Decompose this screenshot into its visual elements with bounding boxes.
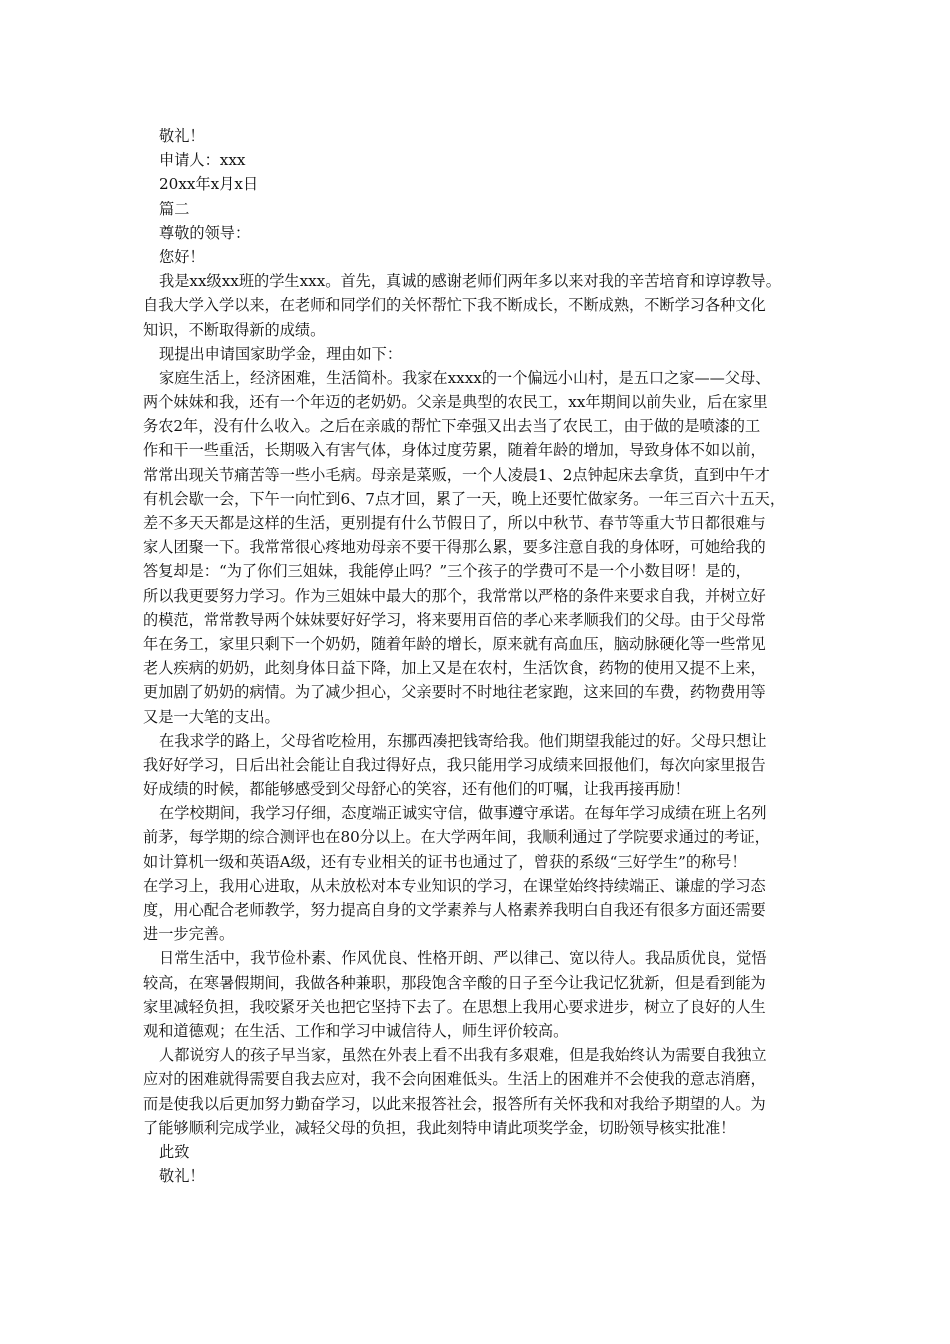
text-line: 年在务工，家里只剩下一个奶奶，随着年龄的增长，原来就有高血压，脑动脉硬化等一些常见 [143, 634, 766, 653]
salutation-closing: 敬礼！ [159, 127, 205, 145]
text-line: 而是使我以后更加努力勤奋学习，以此来报答社会，报答所有关怀我和对我给予期望的人。为 [143, 1094, 766, 1113]
text-line: 两个妹妹和我，还有一个年迈的老奶奶。父亲是典型的农民工，xx年期间以前失业，后在家里 [143, 393, 768, 412]
text-line: 有机会歇一会，下午一向忙到6、7点才回，累了一天，晚上还要忙做家务。一年三百六十五天， [143, 489, 786, 508]
text-line: 进一步完善。 [143, 925, 235, 944]
paragraph-introduction [143, 269, 815, 342]
paragraph-daily-life [143, 946, 815, 1043]
text-line: 在我求学的路上，父母省吃检用，东挪西凑把钱寄给我。他们期望我能过的好。父母只想让 [159, 731, 767, 750]
section-title: 篇二 [159, 199, 190, 218]
text-line: 好成绩的时候，都能够感受到父母舒心的笑容，还有他们的叮嘱，让我再接再励！ [143, 780, 690, 799]
text-line: 我是xx级xx班的学生xxx。首先，真诚的感谢老师们两年多以来对我的辛苦培育和谆谆教导。 [159, 272, 781, 291]
text-line: 所以我更要努力学习。作为三姐妹中最大的那个，我常常以严格的条件来要求自我，并树立好 [143, 586, 766, 605]
text-line: 务农2年，没有什么收入。之后在亲戚的帮忙下牵强又出去当了农民工，由于做的是喷漆的工 [143, 417, 761, 436]
paragraph-reason-intro [143, 342, 815, 366]
text-line: 我好好学习，日后出社会能让自我过得好点，我只能用学习成绩来回报他们，每次向家里报告 [143, 755, 766, 774]
text-line: 前茅，每学期的综合测评也在80分以上。在大学两年间，我顺利通过了学院要求通过的考证， [143, 828, 770, 847]
paragraph-school [143, 801, 815, 946]
closing-salute: 敬礼！ [159, 1167, 205, 1186]
text-line: 差不多天天都是这样的生活，更别提有什么节假日了，所以中秋节、春节等重大节日都很难与 [143, 514, 766, 532]
text-line: 更加剧了奶奶的病情。为了减少担心，父亲要时不时地往老家跑，这来回的车费，药物费用等 [143, 683, 766, 702]
document-body [143, 124, 815, 1188]
text-line: 了能够顺利完成学业，减轻父母的负担，我此刻特申请此项奖学金，切盼领导核实批准！ [143, 1118, 736, 1137]
text-line: 人都说穷人的孩子早当家，虽然在外表上看不出我有多艰难，但是我始终认为需要自我独立 [159, 1046, 767, 1065]
text-line: 应对的困难就得需要自我去应对，我不会向困难低头。生活上的困难并不会使我的意志消磨， [143, 1070, 766, 1089]
text-line: 自我大学入学以来，在老师和同学们的关怀帮忙下我不断成长，不断成熟，不断学习各种文化 [143, 296, 766, 315]
text-line: 家里减轻负担，我咬紧牙关也把它坚持下去了。在思想上我用心要求进步，树立了良好的人生 [143, 997, 766, 1016]
closing-greeting: 此致 [159, 1142, 190, 1161]
text-line: 在学校期间，我学习仔细，态度端正诚实守信，做事遵守承诺。在每年学习成绩在班上名列 [159, 804, 767, 823]
text-line: 的模范，常常教导两个妹妹要好好学习，将来要用百倍的孝心来孝顺我们的父母。由于父母常 [143, 610, 766, 629]
text-line: 日常生活中，我节俭朴素、作风优良、性格开朗、严以律己、宽以待人。我品质优良，觉悟 [159, 949, 767, 968]
text-line: 观和道德观；在生活、工作和学习中诚信待人，师生评价较高。 [143, 1021, 569, 1040]
text-line: 在学习上，我用心进取，从未放松对本专业知识的学习，在课堂始终持续端正、谦虚的学习态 [143, 876, 766, 895]
text-line: 知识，不断取得新的成绩。 [143, 320, 326, 339]
greeting-addressee: 尊敬的领导： [159, 223, 251, 242]
text-line: 如计算机一级和英语A级，还有专业相关的证书也通过了，曾获的系级“三好学生”的称号！ [143, 852, 747, 871]
text-line: 老人疾病的奶奶，此刻身体日益下降，加上又是在农村，生活饮食，药物的使用又提不上来， [143, 659, 766, 678]
applicant-line: 申请人：xxx [159, 151, 246, 170]
text-line: 作和干一些重活，长期吸入有害气体，身体过度劳累，随着年龄的增加，导致身体不如以前， [143, 441, 766, 460]
paragraph-study-road [143, 729, 815, 802]
text-line: 家庭生活上，经济困难，生活简朴。我家在xxxx的一个偏远小山村，是五口之家——父母、 [159, 368, 771, 387]
text-line: 现提出申请国家助学金，理由如下： [159, 344, 402, 363]
date-line: 20xx年x月x日 [159, 175, 259, 194]
text-line: 较高，在寒暑假期间，我做各种兼职，那段饱含辛酸的日子至今让我记忆犹新，但是看到能为 [143, 973, 766, 992]
text-line: 常常出现关节痛苦等一些小毛病。母亲是菜贩，一个人凌晨1、2点钟起床去拿货，直到中午才 [143, 465, 770, 484]
greeting-hello: 您好！ [159, 247, 205, 266]
text-line: 家人团聚一下。我常常很心疼地劝母亲不要干得那么累，要多注意自我的身体呀，可她给我的 [143, 538, 766, 557]
paragraph-family [143, 366, 815, 729]
text-line: 答复却是：“为了你们三姐妹，我能停止吗？”三个孩子的学费可不是一个小数目呀！是的， [143, 562, 751, 581]
text-line: 又是一大笔的支出。 [143, 707, 280, 726]
text-line: 度，用心配合老师教学，努力提高自身的文学素养与人格素养我明白自我还有很多方面还需要 [143, 901, 766, 919]
paragraph-conclusion [143, 1043, 815, 1140]
